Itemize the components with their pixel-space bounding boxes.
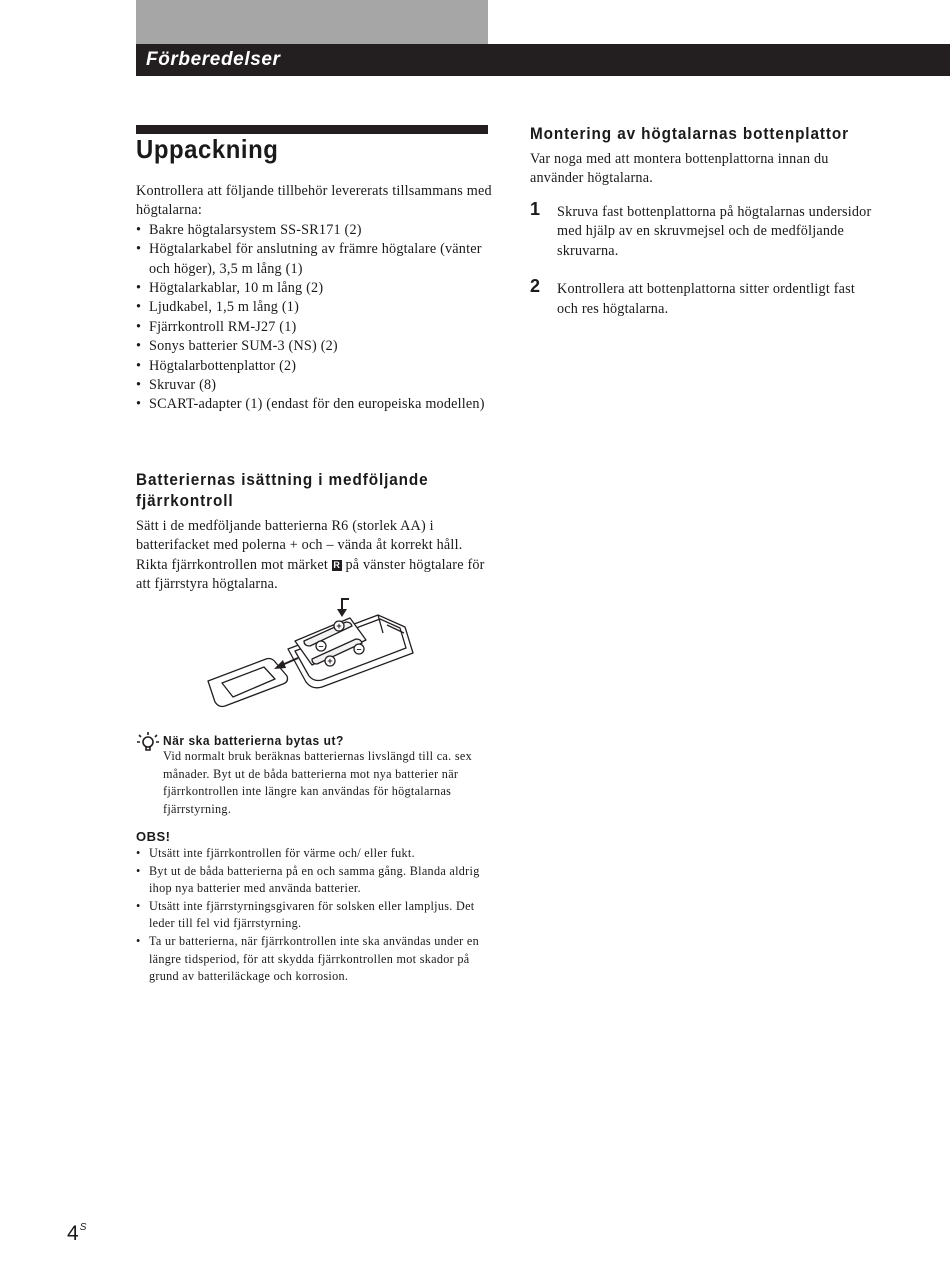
accessory-item: • Högtalarkablar, 10 m lång (2) bbox=[136, 279, 496, 298]
svg-text:+: + bbox=[336, 621, 342, 631]
mounting-step bbox=[530, 276, 875, 319]
tip-section bbox=[163, 733, 493, 818]
svg-text:–: – bbox=[318, 641, 324, 651]
remote-sensor-mark-icon: R bbox=[333, 559, 341, 570]
batteries-title: Batteriernas isättning i medföljande fjärrkontroll bbox=[136, 470, 429, 510]
tip-title: När ska batterierna bytas ut? bbox=[163, 733, 344, 748]
unpacking-title: Uppackning bbox=[136, 134, 279, 164]
step-number: 1 bbox=[530, 199, 541, 219]
accessory-item: • Högtalarbottenplattor (2) bbox=[136, 357, 496, 376]
note-item: • Byt ut de båda batterierna på en och samma gång. Blanda aldrig ihop nya batterier med använda batterier. bbox=[136, 863, 496, 898]
page-number bbox=[67, 1222, 86, 1246]
step-text: Kontrollera att bottenplattorna sitter ordentligt fast och res högtalarna. bbox=[557, 281, 856, 317]
mounting-steps bbox=[530, 199, 875, 338]
unpacking-intro: Kontrollera att följande tillbehör levererats tillsammans med högtalarna: bbox=[136, 183, 492, 219]
accessory-item: • Fjärrkontroll RM-J27 (1) bbox=[136, 318, 496, 337]
tip-text: Vid normalt bruk beräknas batteriernas livslängd till ca. sex månader. Byt ut de båda batterierna mot nya batterier när fjärrkontrollen inte längre kan användas för högtalarnas fjärrstyrning. bbox=[163, 749, 472, 816]
remote-battery-illustration bbox=[200, 593, 420, 711]
section-header-bar bbox=[136, 44, 950, 76]
note-item: • Utsätt inte fjärrstyrningsgivaren för solsken eller lampljus. Det leder till fel vid fjärrstyrning. bbox=[136, 898, 496, 933]
batteries-text bbox=[136, 517, 496, 595]
accessory-item: • Högtalarkabel för anslutning av främre högtalare (vänter och höger), 3,5 m lång (1) bbox=[136, 240, 496, 279]
notes-list bbox=[136, 845, 496, 986]
step-text: Skruva fast bottenplattorna på högtalarnas undersidor med hjälp av en skruvmejsel och de medföljande skruvarna. bbox=[557, 204, 872, 259]
accessory-item: • SCART-adapter (1) (endast för den europeiska modellen) bbox=[136, 395, 496, 414]
accessory-item: • Sonys batterier SUM-3 (NS) (2) bbox=[136, 337, 496, 356]
note-item: • Utsätt inte fjärrkontrollen för värme och/ eller fukt. bbox=[136, 845, 496, 863]
step-number: 2 bbox=[530, 276, 541, 297]
accessory-item: • Skruvar (8) bbox=[136, 376, 496, 395]
section-title: Förberedelser bbox=[146, 49, 281, 70]
accessory-item: • Bakre högtalarsystem SS-SR171 (2) bbox=[136, 221, 496, 240]
mounting-intro: Var noga med att montera bottenplattorna innan du använder högtalarna. bbox=[530, 151, 829, 187]
accessory-item: • Ljudkabel, 1,5 m lång (1) bbox=[136, 298, 496, 317]
page-number-value: 4 bbox=[67, 1222, 79, 1245]
batteries-text-1: Sätt i de medföljande batterierna R6 (storlek AA) i batterifacket med polerna + och – vända åt korrekt håll. Rikta fjärrkontrollen mot märket bbox=[136, 518, 463, 573]
mounting-step bbox=[530, 199, 875, 261]
header-gray-tab bbox=[136, 0, 488, 44]
tip-lightbulb-icon bbox=[136, 731, 160, 753]
notes-title: OBS! bbox=[136, 829, 171, 844]
unpacking-section bbox=[136, 182, 496, 415]
note-item: • Ta ur batterierna, när fjärrkontrollen inte ska användas under en längre tidsperiod, för att skydda fjärrkontrollen mot skador på grund av batteriläckage och korrosion. bbox=[136, 933, 496, 986]
mounting-title: Montering av högtalarnas bottenplattor bbox=[530, 124, 849, 143]
heading-rule bbox=[136, 125, 488, 134]
notes-section bbox=[136, 829, 496, 986]
svg-text:+: + bbox=[327, 656, 333, 666]
page-number-suffix: S bbox=[79, 1222, 87, 1233]
batteries-text-2: på vänster högtalare för att fjärrstyra högtalarna. bbox=[136, 556, 485, 593]
svg-text:–: – bbox=[356, 644, 362, 654]
accessory-list bbox=[136, 221, 496, 415]
